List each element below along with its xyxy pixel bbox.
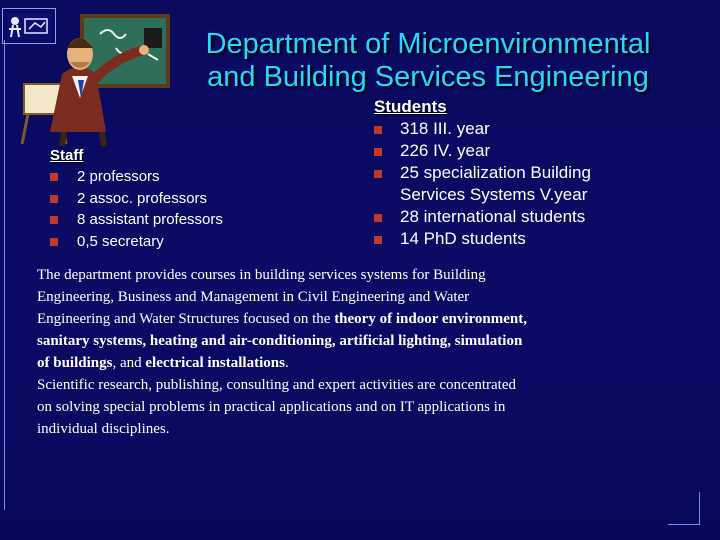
description-text: . <box>284 355 289 371</box>
description-text: The department provides courses in building services systems for Building Engineering, Business and Management in Civil Engineering and Water Engineering and Water Structures focused on the <box>37 267 486 327</box>
bullet-icon <box>50 238 58 246</box>
left-divider <box>4 40 5 510</box>
bullet-icon <box>374 148 382 156</box>
list-item <box>374 118 660 140</box>
students-section <box>374 96 660 250</box>
staff-item-label: 2 assoc. professors <box>77 189 208 207</box>
description-text: , and <box>112 355 146 371</box>
bottom-corner-vrule <box>699 492 700 525</box>
staff-item-label: 2 professors <box>77 168 160 185</box>
description-emphasis: electrical installations <box>145 355 285 371</box>
list-item <box>374 228 660 250</box>
lecturer-clipart <box>20 14 170 146</box>
list-item <box>374 162 660 206</box>
bullet-icon <box>50 173 58 181</box>
list-item <box>50 166 223 188</box>
bullet-icon <box>50 195 58 203</box>
description-paragraph-2: Scientific research, publishing, consulting and expert activities are concentrated on solving special problems in practical applications and on IT applications in individual disciplines. <box>37 377 516 437</box>
staff-list <box>50 166 223 252</box>
list-item <box>374 206 660 228</box>
students-list <box>374 118 660 250</box>
students-item-label: 28 international students <box>400 207 586 226</box>
list-item <box>50 231 223 253</box>
bullet-icon <box>374 236 382 244</box>
students-item-label: 25 specialization Building Services Systems V.year <box>400 163 591 204</box>
staff-section <box>50 146 223 252</box>
title-line-2: and Building Services Engineering <box>207 61 649 93</box>
bullet-icon <box>374 170 382 178</box>
staff-heading: Staff <box>50 147 84 164</box>
title-line-1: Department of Microenvironmental <box>205 28 651 60</box>
list-item <box>50 209 223 231</box>
students-item-label: 14 PhD students <box>400 229 526 248</box>
staff-item-label: 0,5 secretary <box>77 232 164 250</box>
bullet-icon <box>50 216 58 224</box>
description-emphasis: theory of indoor environment, sanitary systems, heating and air-conditioning, artificial lighting, simulation of buildings <box>37 311 527 371</box>
bullet-icon <box>374 214 382 222</box>
bullet-icon <box>374 126 382 134</box>
students-heading: Students <box>374 97 447 116</box>
staff-item-label: 8 assistant professors <box>77 211 223 228</box>
list-item <box>50 188 223 210</box>
list-item <box>374 140 660 162</box>
description <box>37 264 527 440</box>
description-paragraph-1 <box>37 264 527 374</box>
students-item-label: 318 III. year <box>400 119 490 138</box>
bottom-corner-rule <box>668 524 700 525</box>
students-item-label: 226 IV. year <box>400 141 491 160</box>
page-title <box>168 28 688 94</box>
